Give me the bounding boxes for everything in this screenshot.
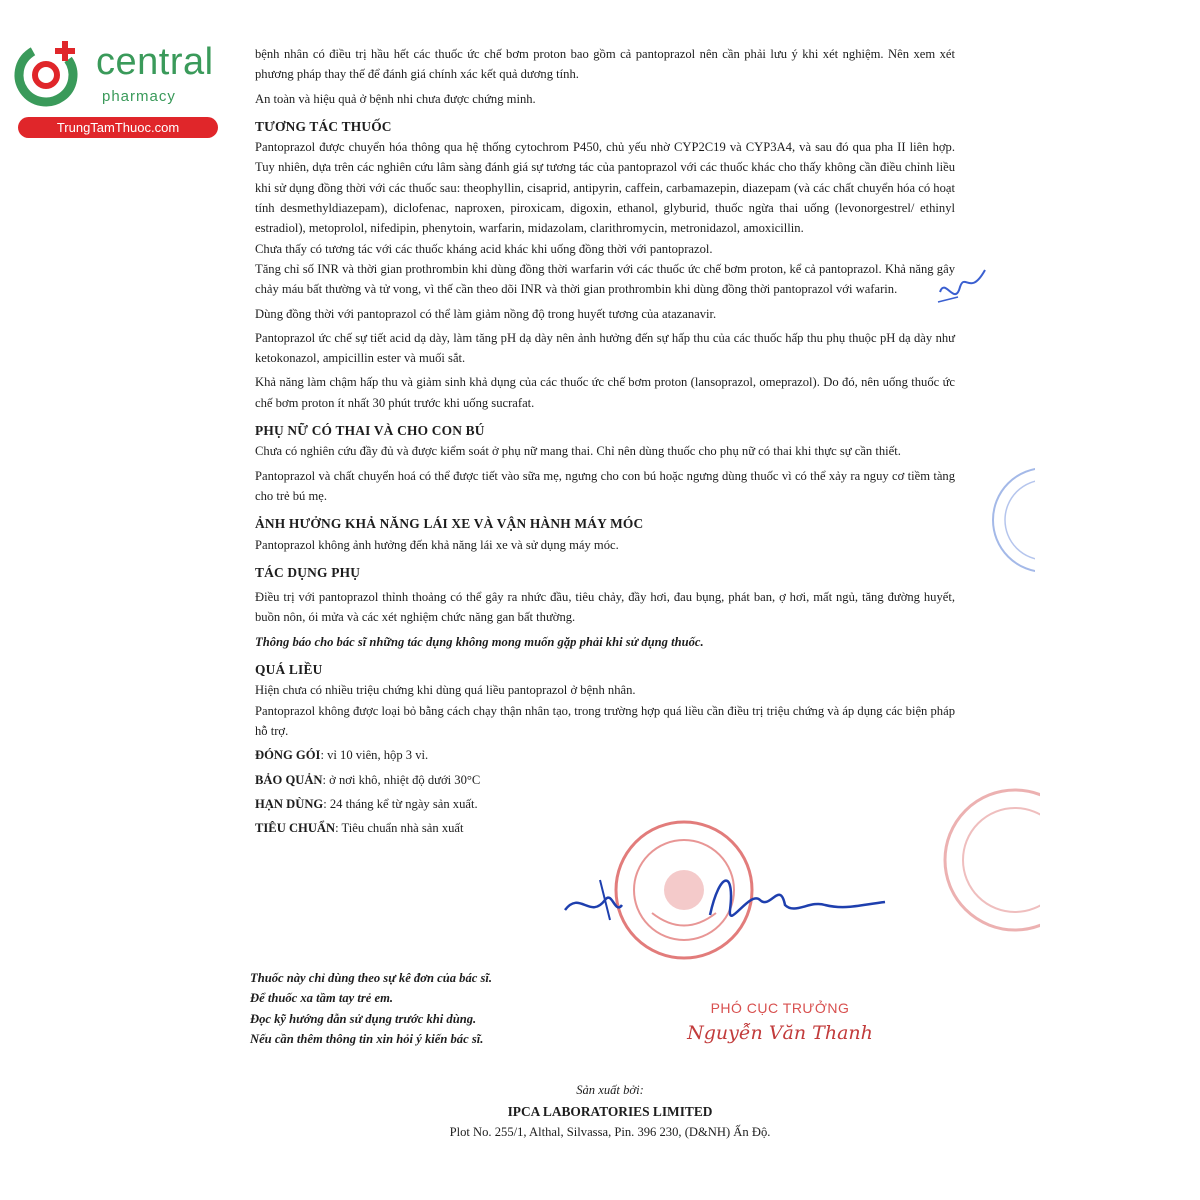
signer-name: Nguyễn Văn Thanh — [687, 1022, 873, 1044]
spec-label: HẠN DÙNG — [255, 796, 324, 811]
signer-title: PHÓ CỤC TRƯỞNG — [710, 1000, 850, 1016]
warning-line: Thuốc này chỉ dùng theo sự kê đơn của bác sĩ. — [250, 971, 493, 985]
overdose-line: Pantoprazol không được loại bỏ bằng cách chạy thận nhân tạo, trong trường hợp quá liều cần điều trị triệu chứng và áp dụng các biện pháp hỗ trợ. — [255, 703, 955, 738]
page-edge-stamp-icon — [975, 460, 1035, 580]
spec-value: : Tiêu chuẩn nhà sản xuất — [335, 821, 464, 836]
warning-line: Để thuốc xa tầm tay trẻ em. — [250, 991, 394, 1006]
signature-icon — [560, 860, 890, 940]
spec-value: : ở nơi khô, nhiệt độ dưới 30°C — [322, 772, 481, 787]
spec-label: TIÊU CHUẨN — [255, 821, 336, 836]
spec-label: BẢO QUẢN — [255, 772, 323, 787]
section-heading-side-effects: TÁC DỤNG PHỤ — [255, 564, 361, 580]
spec-row-expiry — [255, 794, 955, 814]
initial-mark-icon — [930, 262, 990, 312]
manufacturer-company: IPCA LABORATORIES LIMITED — [507, 1104, 713, 1119]
brand-tagline: pharmacy — [102, 88, 176, 105]
manufacturer-block — [330, 1080, 890, 1143]
side-effects-notice: Thông báo cho bác sĩ những tác dụng không mong muốn gặp phải khi sử dụng thuốc. — [255, 634, 704, 649]
interactions-paragraph: Tăng chỉ số INR và thời gian prothrombin khi dùng đồng thời warfarin với các thuốc ức chế bơm proton, kể cả pantoprazol. Khả năng gây chảy máu bất thường và tử vong, vì thế cần theo dõi INR và thời gian prothrombin khi dùng đồng thời pantoprazol với wafarin. — [255, 261, 955, 297]
brand-name: central — [96, 41, 214, 83]
interactions-paragraph: Pantoprazol ức chế sự tiết acid dạ dày, làm tăng pH dạ dày nên ảnh hưởng đến sự hấp thu của các thuốc hấp thu phụ thuộc pH dạ dày như ketokonazol, ampicillin ester và muối sắt. — [255, 330, 955, 366]
warning-line: Nếu cần thêm thông tin xin hỏi ý kiến bác sĩ. — [250, 1031, 484, 1046]
manufacturer-label: Sản xuất bởi: — [576, 1083, 644, 1097]
central-pharmacy-logo-icon — [12, 37, 84, 109]
pregnancy-paragraph: Chưa có nghiên cứu đầy đủ và được kiểm soát ở phụ nữ mang thai. Chỉ nên dùng thuốc cho phụ nữ có thai khi thực sự cần thiết. — [255, 444, 901, 459]
overdose-line: Hiện chưa có nhiều triệu chứng khi dùng quá liều pantoprazol ở bệnh nhân. — [255, 683, 636, 698]
section-heading-driving: ẢNH HƯỞNG KHẢ NĂNG LÁI XE VÀ VẬN HÀNH MÁY MÓC — [255, 516, 644, 532]
pregnancy-paragraph: Pantoprazol và chất chuyển hoá có thể được tiết vào sữa mẹ, ngưng cho con bú hoặc ngưng dùng thuốc vì có thể xảy ra nguy cơ tiềm tàng cho trẻ bú mẹ. — [255, 468, 955, 503]
brand-url-badge[interactable]: TrungTamThuoc.com — [18, 117, 218, 138]
interactions-paragraph: Khả năng làm chậm hấp thu và giảm sinh khả dụng của các thuốc ức chế bơm proton (lansoprazol, omeprazol). Do đó, nên uống thuốc ức chế bơm proton ít nhất 30 phút trước khi uống sucrafat. — [255, 375, 955, 410]
side-effects-paragraph: Điều trị với pantoprazol thỉnh thoảng có thể gây ra nhức đầu, tiêu chảy, đầy hơi, đau bụng, phát ban, ợ hơi, mất ngủ, tăng đường huyết, buồn nôn, ói mửa và các xét nghiệm chức năng gan bất thường. — [255, 590, 955, 625]
interactions-paragraph: Chưa thấy có tương tác với các thuốc kháng acid khác khi uống đồng thời với pantoprazol. — [255, 241, 713, 256]
spec-row-storage — [255, 770, 955, 790]
partial-seal-icon — [940, 780, 1040, 940]
spec-label: ĐÓNG GÓI — [255, 748, 321, 763]
section-heading-overdose: QUÁ LIỀU — [255, 662, 323, 678]
section-heading-interactions: TƯƠNG TÁC THUỐC — [255, 118, 392, 134]
manufacturer-address: Plot No. 255/1, Althal, Silvassa, Pin. 396 230, (D&NH) Ấn Độ. — [449, 1125, 771, 1139]
prescription-warnings — [250, 968, 492, 1049]
spec-row-standard — [255, 818, 955, 838]
section-heading-pregnancy: PHỤ NỮ CÓ THAI VÀ CHO CON BÚ — [255, 423, 485, 439]
brand-logo — [10, 35, 220, 140]
interactions-paragraph: Pantoprazol được chuyển hóa thông qua hệ thống cytochrom P450, chủ yếu nhờ CYP2C19 và CYP3A4, và sau đó qua pha II liên hợp. Tuy nhiên, dựa trên các nghiên cứu lâm sàng đánh giá sự tương tác của pantoprazol với các thuốc khác cho thấy không cần điều chỉnh liều khi sử dụng đồng thời với các thuốc sau: theophyllin, cisaprid, antipyrin, caffein, carbamazepin, diazepam (và các chất chuyển hóa có hoạt tính desmethyldiazepam), diclofenac, naproxen, piroxicam, digoxin, ethanol, glyburid, thuốc ngừa thai uống (levonorgestrel/ ethinyl estradiol), metoprolol, nifedipin, phenytoin, warfarin, midazolam, clarithromycin, metronidazol, amoxicillin. — [255, 140, 955, 236]
spec-value: : vỉ 10 viên, hộp 3 vỉ. — [320, 748, 429, 763]
intro-paragraph: bệnh nhân có điều trị hầu hết các thuốc ức chế bơm proton bao gồm cả pantoprazol nên cần phải lưu ý khi xét nghiệm. Nên xem xét phương pháp thay thế để đánh giá chính xác kết quả dương tính. — [255, 47, 955, 82]
leaflet-body — [255, 44, 955, 838]
signer-block — [680, 1000, 880, 1044]
driving-paragraph: Pantoprazol không ảnh hưởng đến khả năng lái xe và sử dụng máy móc. — [255, 537, 619, 552]
warning-line: Đọc kỹ hướng dẫn sử dụng trước khi dùng. — [250, 1011, 477, 1026]
interactions-paragraph: Dùng đồng thời với pantoprazol có thể làm giảm nồng độ trong huyết tương của atazanavir. — [255, 306, 717, 321]
intro-paragraph: An toàn và hiệu quả ở bệnh nhi chưa được chứng minh. — [255, 91, 536, 106]
spec-row-packaging — [255, 745, 955, 765]
spec-value: : 24 tháng kể từ ngày sản xuất. — [323, 796, 478, 811]
